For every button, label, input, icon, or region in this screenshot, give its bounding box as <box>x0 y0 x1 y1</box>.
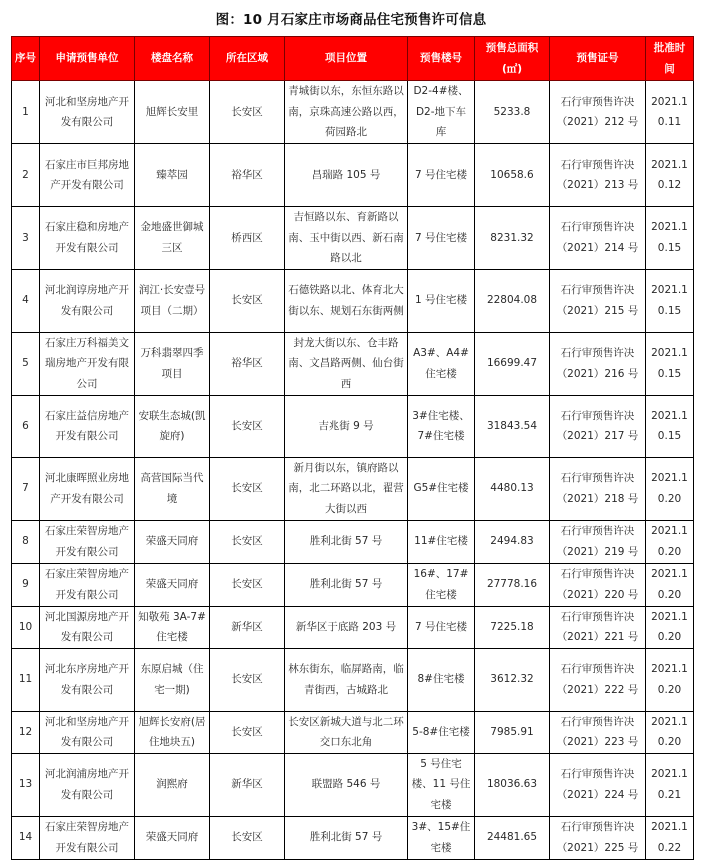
cell-buildings: D2-4#楼、D2-地下车库 <box>408 81 475 144</box>
table-row <box>12 816 694 859</box>
header-seq: 序号 <box>12 37 40 81</box>
cell-applicant: 石家庄荣智房地产开发有限公司 <box>40 563 135 606</box>
table-row <box>12 81 694 144</box>
cell-buildings: 7 号住宅楼 <box>408 207 475 270</box>
cell-buildings: 5-8#住宅楼 <box>408 711 475 753</box>
cell-area: 2494.83 <box>475 520 550 563</box>
cell-seq: 5 <box>12 332 40 395</box>
cell-district: 新华区 <box>210 753 285 816</box>
cell-district: 裕华区 <box>210 144 285 207</box>
cell-seq: 12 <box>12 711 40 753</box>
cell-area: 3612.32 <box>475 648 550 711</box>
cell-approval-date: 2021.10.20 <box>646 648 694 711</box>
cell-project-name: 荣盛天同府 <box>135 563 210 606</box>
cell-project-name: 润江·长安壹号项目（二期） <box>135 269 210 332</box>
cell-project-name: 荣盛天同府 <box>135 816 210 859</box>
table-row <box>12 563 694 606</box>
cell-area: 4480.13 <box>475 457 550 520</box>
cell-seq: 9 <box>12 563 40 606</box>
cell-applicant: 石家庄万科福美文瑞房地产开发有限公司 <box>40 332 135 395</box>
cell-applicant: 河北东序房地产开发有限公司 <box>40 648 135 711</box>
cell-location: 长安区新城大道与北二环交口东北角 <box>285 711 408 753</box>
cell-district: 长安区 <box>210 520 285 563</box>
cell-applicant: 石家庄益信房地产开发有限公司 <box>40 395 135 457</box>
cell-area: 7985.91 <box>475 711 550 753</box>
cell-location: 联盟路 546 号 <box>285 753 408 816</box>
cell-location: 昌瑞路 105 号 <box>285 144 408 207</box>
cell-buildings: 8#住宅楼 <box>408 648 475 711</box>
cell-district: 长安区 <box>210 711 285 753</box>
cell-location: 新华区于底路 203 号 <box>285 606 408 648</box>
cell-applicant: 河北国源房地产开发有限公司 <box>40 606 135 648</box>
cell-project-name: 旭辉长安府(居住地块五) <box>135 711 210 753</box>
header-district: 所在区域 <box>210 37 285 81</box>
cell-permit-no: 石行审预售许决（2021）224 号 <box>550 753 646 816</box>
header-project-name: 楼盘名称 <box>135 37 210 81</box>
cell-location: 青城街以东，东恒东路以南，京珠高速公路以西，荷园路北 <box>285 81 408 144</box>
cell-seq: 13 <box>12 753 40 816</box>
cell-area: 10658.6 <box>475 144 550 207</box>
cell-project-name: 荣盛天同府 <box>135 520 210 563</box>
table-row <box>12 648 694 711</box>
cell-permit-no: 石行审预售许决（2021）214 号 <box>550 207 646 270</box>
cell-location: 石德铁路以北、体育北大街以东、规划石东街两侧 <box>285 269 408 332</box>
table-row <box>12 207 694 270</box>
cell-project-name: 金地盛世御城三区 <box>135 207 210 270</box>
cell-district: 长安区 <box>210 269 285 332</box>
cell-buildings: G5#住宅楼 <box>408 457 475 520</box>
cell-seq: 14 <box>12 816 40 859</box>
cell-project-name: 安联生态城(凯旋府) <box>135 395 210 457</box>
cell-permit-no: 石行审预售许决（2021）218 号 <box>550 457 646 520</box>
cell-seq: 8 <box>12 520 40 563</box>
cell-approval-date: 2021.10.20 <box>646 606 694 648</box>
table-row <box>12 332 694 395</box>
cell-buildings: 3#住宅楼、7#住宅楼 <box>408 395 475 457</box>
cell-location: 新月街以东，镇府路以南，北二环路以北，翟营大街以西 <box>285 457 408 520</box>
cell-applicant: 石家庄荣智房地产开发有限公司 <box>40 520 135 563</box>
cell-location: 吉恒路以东、育新路以南、玉中街以西、新石南路以北 <box>285 207 408 270</box>
cell-buildings: A3#、A4#住宅楼 <box>408 332 475 395</box>
cell-approval-date: 2021.10.20 <box>646 520 694 563</box>
cell-approval-date: 2021.10.15 <box>646 332 694 395</box>
cell-permit-no: 石行审预售许决（2021）217 号 <box>550 395 646 457</box>
cell-applicant: 石家庄稳和房地产开发有限公司 <box>40 207 135 270</box>
cell-project-name: 润熙府 <box>135 753 210 816</box>
cell-permit-no: 石行审预售许决（2021）223 号 <box>550 711 646 753</box>
cell-district: 长安区 <box>210 81 285 144</box>
cell-permit-no: 石行审预售许决（2021）221 号 <box>550 606 646 648</box>
cell-district: 长安区 <box>210 395 285 457</box>
cell-project-name: 万科翡翠四季项目 <box>135 332 210 395</box>
cell-area: 27778.16 <box>475 563 550 606</box>
header-permit-no: 预售证号 <box>550 37 646 81</box>
table-row <box>12 711 694 753</box>
cell-district: 桥西区 <box>210 207 285 270</box>
table-row <box>12 753 694 816</box>
cell-seq: 11 <box>12 648 40 711</box>
presale-permit-table <box>11 36 694 860</box>
cell-project-name: 高营国际当代境 <box>135 457 210 520</box>
cell-approval-date: 2021.10.20 <box>646 563 694 606</box>
cell-approval-date: 2021.10.21 <box>646 753 694 816</box>
header-location: 项目位置 <box>285 37 408 81</box>
cell-area: 5233.8 <box>475 81 550 144</box>
cell-applicant: 石家庄市巨邦房地产开发有限公司 <box>40 144 135 207</box>
cell-approval-date: 2021.10.20 <box>646 711 694 753</box>
cell-permit-no: 石行审预售许决（2021）225 号 <box>550 816 646 859</box>
cell-applicant: 石家庄荣智房地产开发有限公司 <box>40 816 135 859</box>
cell-area: 31843.54 <box>475 395 550 457</box>
table-row <box>12 606 694 648</box>
cell-location: 胜利北街 57 号 <box>285 816 408 859</box>
cell-applicant: 河北润谆房地产开发有限公司 <box>40 269 135 332</box>
cell-seq: 6 <box>12 395 40 457</box>
cell-permit-no: 石行审预售许决（2021）222 号 <box>550 648 646 711</box>
cell-area: 22804.08 <box>475 269 550 332</box>
cell-applicant: 河北润浦房地产开发有限公司 <box>40 753 135 816</box>
cell-area: 7225.18 <box>475 606 550 648</box>
header-applicant: 申请预售单位 <box>40 37 135 81</box>
cell-applicant: 河北康晖照业房地产开发有限公司 <box>40 457 135 520</box>
cell-location: 封龙大街以东、仓丰路南、文昌路两侧、仙台街西 <box>285 332 408 395</box>
page-title: 图：10 月石家庄市场商品住宅预售许可信息 <box>215 12 487 28</box>
cell-permit-no: 石行审预售许决（2021）216 号 <box>550 332 646 395</box>
cell-buildings: 7 号住宅楼 <box>408 606 475 648</box>
cell-district: 新华区 <box>210 606 285 648</box>
cell-applicant: 河北和坚房地产开发有限公司 <box>40 81 135 144</box>
cell-permit-no: 石行审预售许决（2021）215 号 <box>550 269 646 332</box>
cell-district: 长安区 <box>210 563 285 606</box>
table-row <box>12 520 694 563</box>
cell-approval-date: 2021.10.12 <box>646 144 694 207</box>
cell-area: 8231.32 <box>475 207 550 270</box>
cell-district: 裕华区 <box>210 332 285 395</box>
cell-seq: 10 <box>12 606 40 648</box>
cell-seq: 2 <box>12 144 40 207</box>
cell-seq: 4 <box>12 269 40 332</box>
cell-location: 吉兆街 9 号 <box>285 395 408 457</box>
cell-buildings: 16#、17#住宅楼 <box>408 563 475 606</box>
table-row <box>12 395 694 457</box>
cell-permit-no: 石行审预售许决（2021）213 号 <box>550 144 646 207</box>
table-row <box>12 457 694 520</box>
cell-buildings: 5 号住宅楼、11 号住宅楼 <box>408 753 475 816</box>
cell-project-name: 旭辉长安里 <box>135 81 210 144</box>
header-buildings: 预售楼号 <box>408 37 475 81</box>
header-approval-date: 批准时间 <box>646 37 694 81</box>
cell-approval-date: 2021.10.15 <box>646 395 694 457</box>
cell-permit-no: 石行审预售许决（2021）219 号 <box>550 520 646 563</box>
cell-area: 18036.63 <box>475 753 550 816</box>
table-header-row <box>12 37 694 81</box>
cell-seq: 7 <box>12 457 40 520</box>
cell-seq: 3 <box>12 207 40 270</box>
cell-project-name: 知敬苑 3A-7#住宅楼 <box>135 606 210 648</box>
cell-location: 胜利北街 57 号 <box>285 520 408 563</box>
cell-area: 24481.65 <box>475 816 550 859</box>
cell-approval-date: 2021.10.11 <box>646 81 694 144</box>
cell-permit-no: 石行审预售许决（2021）220 号 <box>550 563 646 606</box>
cell-seq: 1 <box>12 81 40 144</box>
header-area: 预售总面积(㎡) <box>475 37 550 81</box>
cell-project-name: 臻萃园 <box>135 144 210 207</box>
cell-district: 长安区 <box>210 457 285 520</box>
cell-permit-no: 石行审预售许决（2021）212 号 <box>550 81 646 144</box>
cell-approval-date: 2021.10.15 <box>646 269 694 332</box>
cell-district: 长安区 <box>210 816 285 859</box>
cell-approval-date: 2021.10.15 <box>646 207 694 270</box>
cell-area: 16699.47 <box>475 332 550 395</box>
table-row <box>12 269 694 332</box>
cell-approval-date: 2021.10.22 <box>646 816 694 859</box>
cell-buildings: 7 号住宅楼 <box>408 144 475 207</box>
cell-project-name: 东原启城（住宅一期) <box>135 648 210 711</box>
cell-approval-date: 2021.10.20 <box>646 457 694 520</box>
cell-buildings: 1 号住宅楼 <box>408 269 475 332</box>
cell-buildings: 11#住宅楼 <box>408 520 475 563</box>
cell-district: 长安区 <box>210 648 285 711</box>
cell-location: 胜利北街 57 号 <box>285 563 408 606</box>
cell-buildings: 3#、15#住宅楼 <box>408 816 475 859</box>
cell-location: 林东街东，临屏路南，临青街西，古城路北 <box>285 648 408 711</box>
cell-applicant: 河北和坚房地产开发有限公司 <box>40 711 135 753</box>
table-row <box>12 144 694 207</box>
